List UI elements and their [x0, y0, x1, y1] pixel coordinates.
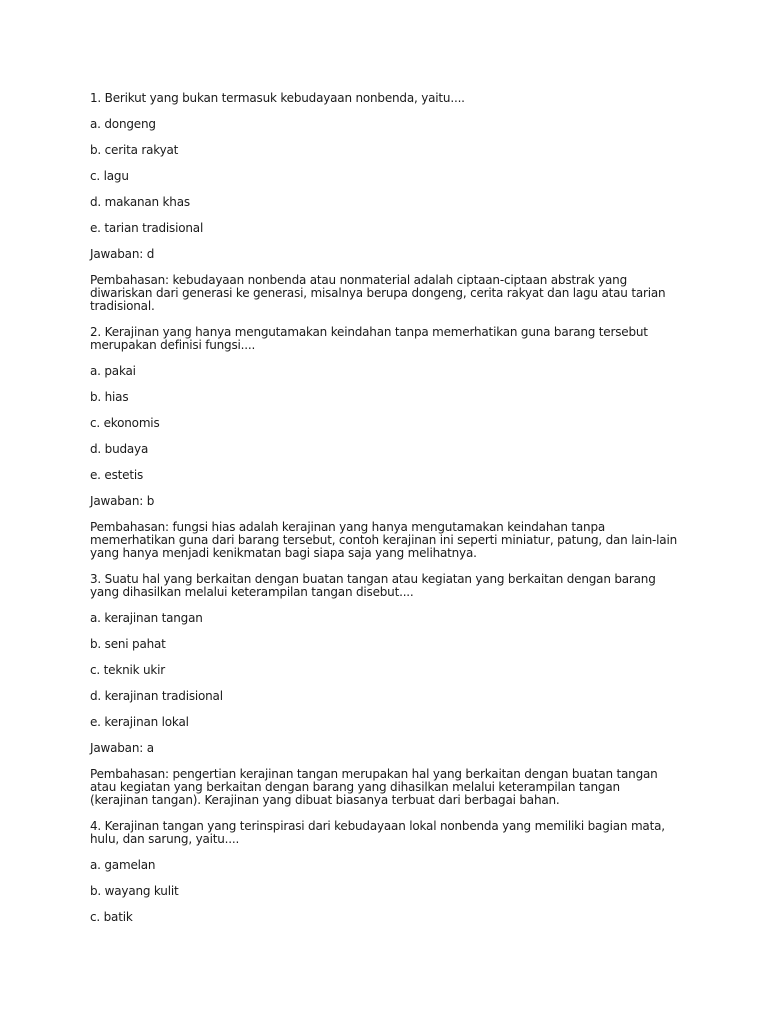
- question-3-text: 3. Suatu hal yang berkaitan dengan buatan tangan atau kegiatan yang berkaitan dengan barang yang dihasilkan melalui keterampilan tangan disebut....: [90, 572, 656, 599]
- question-2-answer: Jawaban: b: [90, 494, 155, 508]
- question-2-option-a: a. pakai: [90, 364, 136, 378]
- question-3-option-a: a. kerajinan tangan: [90, 611, 203, 625]
- question-1-answer: Jawaban: d: [90, 247, 155, 261]
- question-1-option-e: e. tarian tradisional: [90, 221, 204, 235]
- question-1-option-a: a. dongeng: [90, 117, 156, 131]
- question-3-answer: Jawaban: a: [90, 741, 154, 755]
- question-2-explanation: Pembahasan: fungsi hias adalah kerajinan yang hanya mengutamakan keindahan tanpa memerhatikan guna dari barang tersebut, contoh kerajinan ini seperti miniatur, patung, dan lain-lain yang hanya menjadi kenikmatan bagi siapa saja yang melihatnya.: [90, 520, 677, 560]
- question-2-text: 2. Kerajinan yang hanya mengutamakan keindahan tanpa memerhatikan guna barang tersebut merupakan definisi fungsi....: [90, 325, 648, 352]
- question-1-explanation: Pembahasan: kebudayaan nonbenda atau nonmaterial adalah ciptaan-ciptaan abstrak yang diwariskan dari generasi ke generasi, misalnya berupa dongeng, cerita rakyat dan lagu atau tarian tradisional.: [90, 273, 666, 313]
- question-2-option-c: c. ekonomis: [90, 416, 160, 430]
- question-3-option-d: d. kerajinan tradisional: [90, 689, 223, 703]
- question-3-option-b: b. seni pahat: [90, 637, 166, 651]
- question-2-option-b: b. hias: [90, 390, 129, 404]
- question-2-option-e: e. estetis: [90, 468, 144, 482]
- question-3-option-c: c. teknik ukir: [90, 663, 165, 677]
- question-1-option-d: d. makanan khas: [90, 195, 190, 209]
- question-2-option-d: d. budaya: [90, 442, 149, 456]
- question-3-option-e: e. kerajinan lokal: [90, 715, 189, 729]
- question-3-explanation: Pembahasan: pengertian kerajinan tangan merupakan hal yang berkaitan dengan buatan tangan atau kegiatan yang berkaitan dengan barang yang dihasilkan melalui keterampilan tangan (kerajinan tangan). Kerajinan yang dibuat biasanya terbuat dari berbagai bahan.: [90, 767, 658, 807]
- question-1-text: 1. Berikut yang bukan termasuk kebudayaan nonbenda, yaitu....: [90, 91, 465, 105]
- question-4-option-b: b. wayang kulit: [90, 884, 179, 898]
- question-4-text: 4. Kerajinan tangan yang terinspirasi dari kebudayaan lokal nonbenda yang memiliki bagian mata, hulu, dan sarung, yaitu....: [90, 819, 665, 846]
- question-1-option-b: b. cerita rakyat: [90, 143, 179, 157]
- question-4-option-a: a. gamelan: [90, 858, 156, 872]
- question-4-option-c: c. batik: [90, 910, 133, 924]
- question-1-option-c: c. lagu: [90, 169, 129, 183]
- document-content: [90, 92, 680, 937]
